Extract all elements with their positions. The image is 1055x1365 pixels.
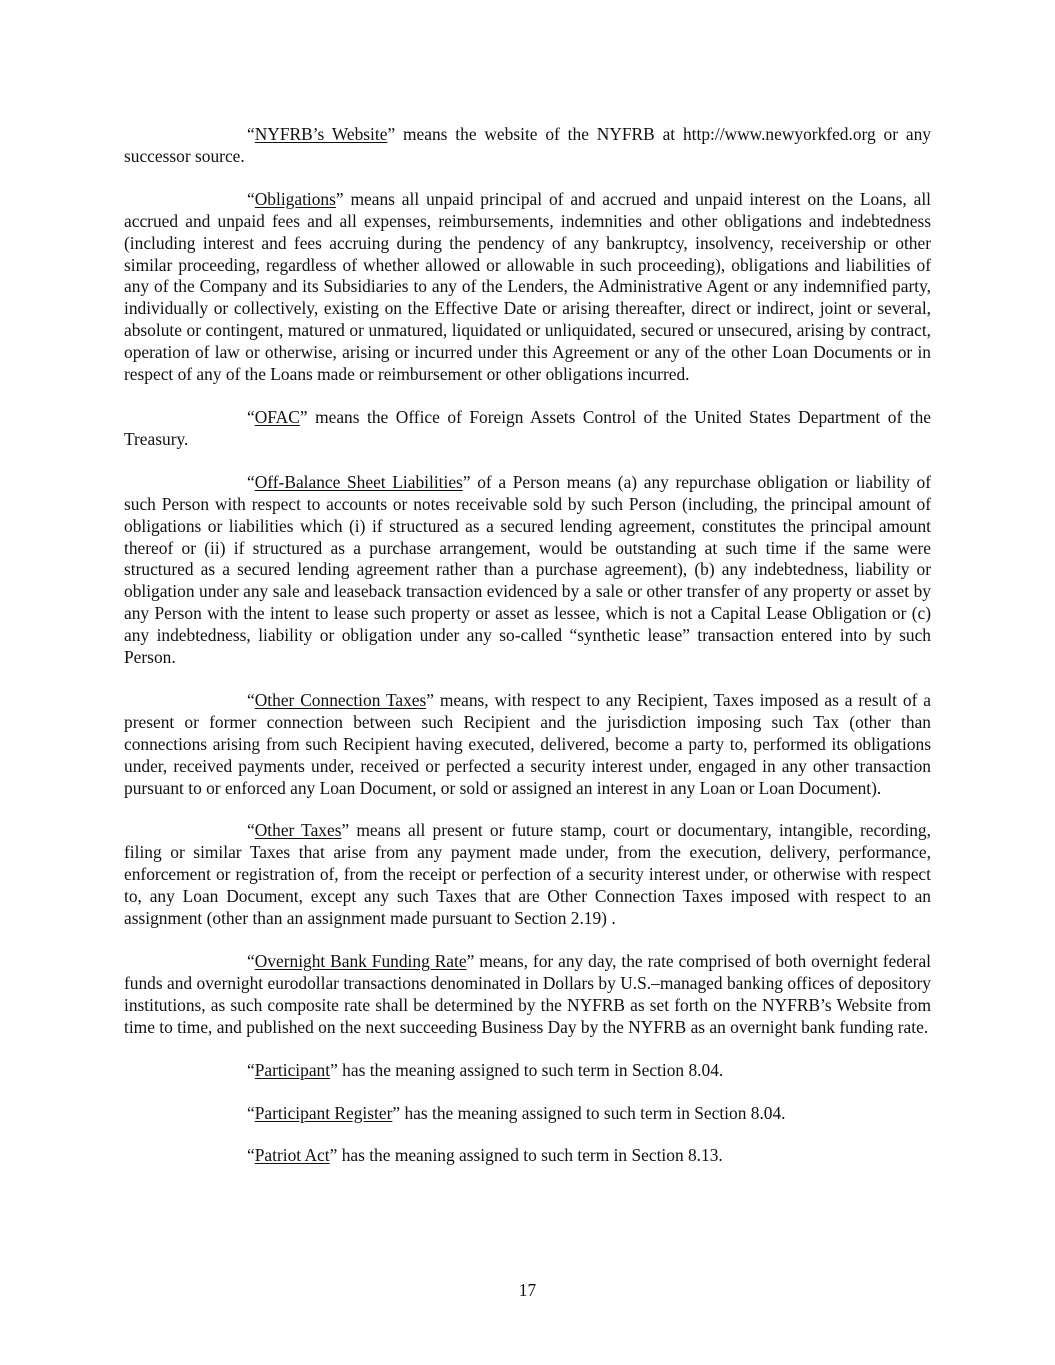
defined-term: Patriot Act bbox=[254, 1145, 330, 1166]
defined-term: Overnight Bank Funding Rate bbox=[254, 951, 467, 971]
open-quote: “ bbox=[247, 1102, 255, 1123]
close-quote: ” bbox=[462, 471, 471, 492]
close-quote: ” bbox=[299, 406, 308, 427]
close-quote: ” bbox=[341, 820, 350, 841]
open-quote: “ bbox=[247, 471, 255, 492]
definition-text: means all present or future stamp, court or documentary, intangible, recording, filing or similar Taxes that arise from any payment made under, from the execution, delivery, performance, enforcement or registration of, from the receipt or perfection of a security interest under, or otherwise with respect to, any Loan Document, except any such Taxes that are Other Connection Taxes imposed with respect to an assignment (other than an assignment made pursuant to Section 2.19) . bbox=[124, 820, 931, 929]
definition-other-connection-taxes bbox=[124, 690, 931, 800]
close-quote: ” bbox=[466, 951, 475, 971]
open-quote: “ bbox=[247, 951, 255, 971]
open-quote: “ bbox=[247, 188, 255, 209]
definition-other-taxes bbox=[124, 820, 931, 930]
defined-term: Participant bbox=[254, 1059, 331, 1080]
definition-participant bbox=[124, 1060, 931, 1082]
definition-text: means, with respect to any Recipient, Taxes imposed as a result of a present or former connection between such Recipient and the jurisdiction imposing such Tax (other than connections arising from such Recipient having executed, delivered, become a party to, performed its obligations under, received payments under, received or perfected a security interest under, engaged in any other transaction pursuant to or enforced any Loan Document, or sold or assigned an interest in any Loan or Loan Document). bbox=[124, 689, 931, 798]
open-quote: “ bbox=[247, 1059, 255, 1080]
definition-text: has the meaning assigned to such term in Section 8.13. bbox=[337, 1145, 723, 1166]
page-number: 17 bbox=[518, 1280, 537, 1300]
defined-term: Obligations bbox=[254, 188, 336, 209]
definition-off-balance-sheet-liabilities bbox=[124, 472, 931, 669]
close-quote: ” bbox=[335, 188, 344, 209]
definition-text: means, for any day, the rate comprised of both overnight federal funds and overnight eurodollar transactions denominated in Dollars by U.S.–managed banking offices of depository institutions, as such composite rate shall be determined by the NYFRB as set forth on the NYFRB’s Website from time to time, and published on the next succeeding Business Day by the NYFRB as an overnight bank funding rate. bbox=[124, 951, 931, 1037]
defined-term: OFAC bbox=[254, 406, 300, 427]
document-page bbox=[124, 124, 931, 1188]
defined-term: Other Taxes bbox=[254, 820, 342, 841]
open-quote: “ bbox=[247, 820, 255, 841]
definition-patriot-act bbox=[124, 1145, 931, 1167]
definition-text: has the meaning assigned to such term in Section 8.04. bbox=[400, 1102, 786, 1123]
open-quote: “ bbox=[247, 406, 255, 427]
close-quote: ” bbox=[392, 1102, 401, 1123]
definition-nyfrbs-website bbox=[124, 124, 931, 168]
open-quote: “ bbox=[247, 124, 255, 144]
defined-term: Off-Balance Sheet Liabilities bbox=[254, 471, 463, 492]
definition-text: has the meaning assigned to such term in Section 8.04. bbox=[337, 1059, 724, 1080]
open-quote: “ bbox=[247, 689, 255, 710]
close-quote: ” bbox=[426, 689, 434, 710]
definition-ofac bbox=[124, 407, 931, 451]
definition-participant-register bbox=[124, 1103, 931, 1125]
close-quote: ” bbox=[387, 124, 396, 144]
definition-text: means the website of the NYFRB at http://www.newyorkfed.org or any successor source. bbox=[124, 124, 931, 166]
open-quote: “ bbox=[247, 1145, 255, 1166]
defined-term: Participant Register bbox=[254, 1102, 393, 1123]
defined-term: NYFRB’s Website bbox=[254, 124, 388, 144]
close-quote: ” bbox=[330, 1059, 338, 1080]
definition-text: means the Office of Foreign Assets Control of the United States Department of the Treasury. bbox=[124, 406, 931, 449]
definition-overnight-bank-funding-rate bbox=[124, 951, 931, 1039]
definition-text: means all unpaid principal of and accrued and unpaid interest on the Loans, all accrued and unpaid fees and all expenses, reimbursements, indemnities and other obligations and indebtedness (including interest and fees accruing during the pendency of any bankruptcy, insolvency, receivership or other similar proceeding, regardless of whether allowed or allowable in such proceeding), obligations and liabilities of any of the Company and its Subsidiaries to any of the Lenders, the Administrative Agent or any indemnified party, individually or collectively, existing on the Effective Date or arising thereafter, direct or indirect, joint or several, absolute or contingent, matured or unmatured, liquidated or unliquidated, secured or unsecured, arising by contract, operation of law or otherwise, arising or incurred under this Agreement or any of the other Loan Documents or in respect of any of the Loans made or reimbursement or other obligations incurred. bbox=[124, 188, 931, 385]
defined-term: Other Connection Taxes bbox=[254, 689, 427, 710]
close-quote: ” bbox=[329, 1145, 338, 1166]
definition-obligations bbox=[124, 189, 931, 386]
definition-text: of a Person means (a) any repurchase obligation or liability of such Person with respect to accounts or notes receivable sold by such Person (including, the principal amount of obligations or liabilities which (i) if structured as a secured lending agreement, constitutes the principal amount thereof or (ii) if structured as a purchase arrangement, would be outstanding at such time if the same were structured as a secured lending agreement rather than a purchase agreement), (b) any indebtedness, liability or obligation under any sale and leaseback transaction evidenced by a sale or other transfer of any property or asset by any Person with the intent to lease such property or asset as lessee, which is not a Capital Lease Obligation or (c) any indebtedness, liability or obligation under any so-called “synthetic lease” transaction entered into by such Person. bbox=[124, 471, 931, 668]
